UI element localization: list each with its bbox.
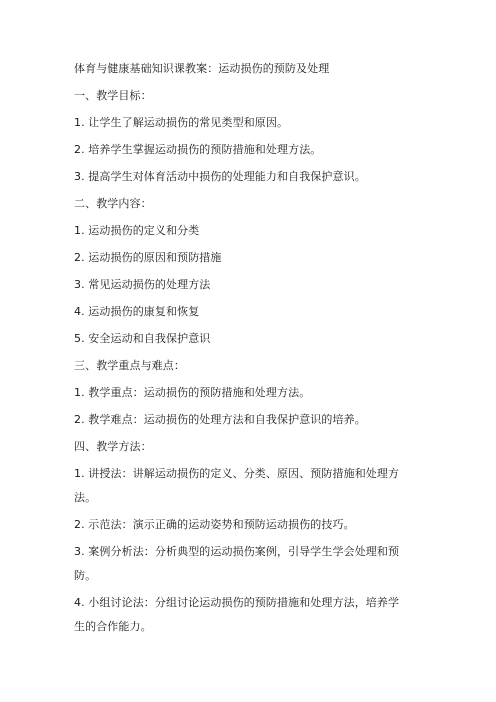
list-item: 3. 提高学生对体育活动中损伤的处理能力和自我保护意识。: [74, 170, 366, 183]
list-item: 2. 培养学生掌握运动损伤的预防措施和处理方法。: [74, 143, 322, 156]
list-item: 1. 运动损伤的定义和分类: [74, 224, 200, 237]
list-item: 4. 运动损伤的康复和恢复: [74, 305, 200, 318]
list-item: 4. 小组讨论法：分组讨论运动损伤的预防措施和处理方法，培养学: [74, 596, 400, 609]
list-item: 2. 教学难点：运动损伤的处理方法和自我保护意识的培养。: [74, 413, 366, 426]
list-item: 1. 教学重点：运动损伤的预防措施和处理方法。: [74, 386, 311, 399]
section-heading-methods: 四、教学方法：: [74, 440, 152, 453]
list-item: 1. 让学生了解运动损伤的常见类型和原因。: [74, 116, 289, 129]
list-item: 5. 安全运动和自我保护意识: [74, 332, 211, 345]
list-item: 3. 常见运动损伤的处理方法: [74, 278, 211, 291]
list-item-continuation: 生的合作能力。: [74, 620, 152, 633]
list-item-continuation: 法。: [74, 491, 97, 504]
list-item: 2. 运动损伤的原因和预防措施: [74, 251, 222, 264]
list-item: 2. 示范法：演示正确的运动姿势和预防运动损伤的技巧。: [74, 518, 355, 531]
section-heading-content: 二、教学内容：: [74, 197, 152, 210]
section-heading-objectives: 一、教学目标：: [74, 89, 152, 102]
list-item: 3. 案例分析法：分析典型的运动损伤案例，引导学生学会处理和预: [74, 545, 400, 558]
section-heading-focus: 三、教学重点与难点：: [74, 359, 185, 372]
list-item: 1. 讲授法：讲解运动损伤的定义、分类、原因、预防措施和处理方: [74, 467, 400, 480]
document-title: 体育与健康基础知识课教案：运动损伤的预防及处理: [74, 62, 330, 75]
list-item-continuation: 防。: [74, 569, 97, 582]
